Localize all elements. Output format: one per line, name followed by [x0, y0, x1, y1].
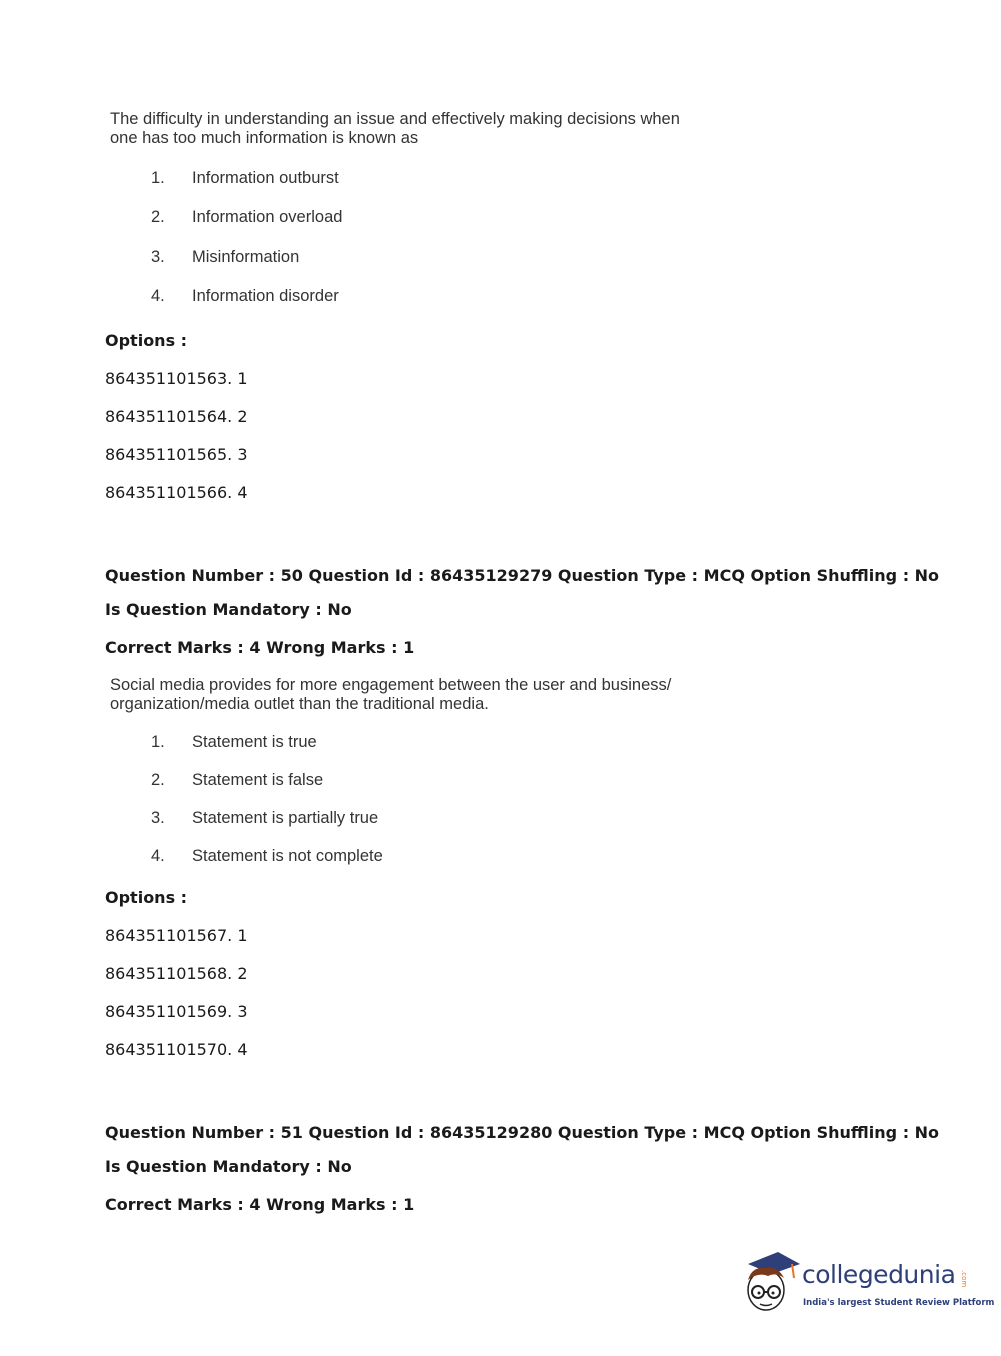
logo-domain: .com: [960, 1270, 968, 1288]
option-id: 864351101567. 1: [105, 926, 248, 945]
choice-text: Statement is false: [192, 771, 324, 789]
choice-number: 1.: [151, 169, 165, 187]
mascot-icon: [742, 1250, 802, 1320]
choice-number: 2.: [151, 771, 165, 789]
option-id: 864351101565. 3: [105, 445, 248, 464]
logo-tagline: India's largest Student Review Platform: [803, 1298, 995, 1308]
choice-text: Statement is not complete: [192, 847, 383, 865]
question-text: [110, 676, 671, 714]
option-id: 864351101570. 4: [105, 1040, 248, 1059]
logo-wordmark: collegedunia: [802, 1260, 956, 1289]
options-label: Options :: [105, 888, 188, 907]
question-mandatory: Is Question Mandatory : No: [105, 600, 352, 619]
question-text-line: organization/media outlet than the traditional media.: [110, 695, 489, 713]
option-id: 864351101568. 2: [105, 964, 248, 983]
question-text-line: The difficulty in understanding an issue and effectively making decisions when: [110, 110, 680, 128]
question-text-line: Social media provides for more engagement between the user and business/: [110, 676, 672, 694]
question-header: Question Number : 50 Question Id : 86435129279 Question Type : MCQ Option Shuffling : No: [105, 566, 940, 585]
choice-text: Misinformation: [192, 248, 300, 266]
choice-text: Statement is true: [192, 733, 317, 751]
options-label: Options :: [105, 331, 188, 350]
choice-number: 3.: [151, 248, 165, 266]
option-id: 864351101566. 4: [105, 483, 248, 502]
question-text: [110, 110, 680, 148]
option-id: 864351101563. 1: [105, 369, 248, 388]
question-mandatory: Is Question Mandatory : No: [105, 1157, 352, 1176]
choice-number: 2.: [151, 208, 165, 226]
option-id: 864351101564. 2: [105, 407, 248, 426]
question-header: Question Number : 51 Question Id : 86435129280 Question Type : MCQ Option Shuffling : No: [105, 1123, 940, 1142]
question-marks: Correct Marks : 4 Wrong Marks : 1: [105, 1195, 415, 1214]
option-id: 864351101569. 3: [105, 1002, 248, 1021]
choice-text: Statement is partially true: [192, 809, 379, 827]
collegedunia-logo: [742, 1250, 995, 1320]
choice-number: 4.: [151, 847, 165, 865]
choice-text: Information outburst: [192, 169, 339, 187]
choice-text: Information disorder: [192, 287, 339, 305]
choice-number: 4.: [151, 287, 165, 305]
choice-text: Information overload: [192, 208, 343, 226]
choice-number: 1.: [151, 733, 165, 751]
question-text-line: one has too much information is known as: [110, 129, 419, 147]
question-marks: Correct Marks : 4 Wrong Marks : 1: [105, 638, 415, 657]
choice-number: 3.: [151, 809, 165, 827]
